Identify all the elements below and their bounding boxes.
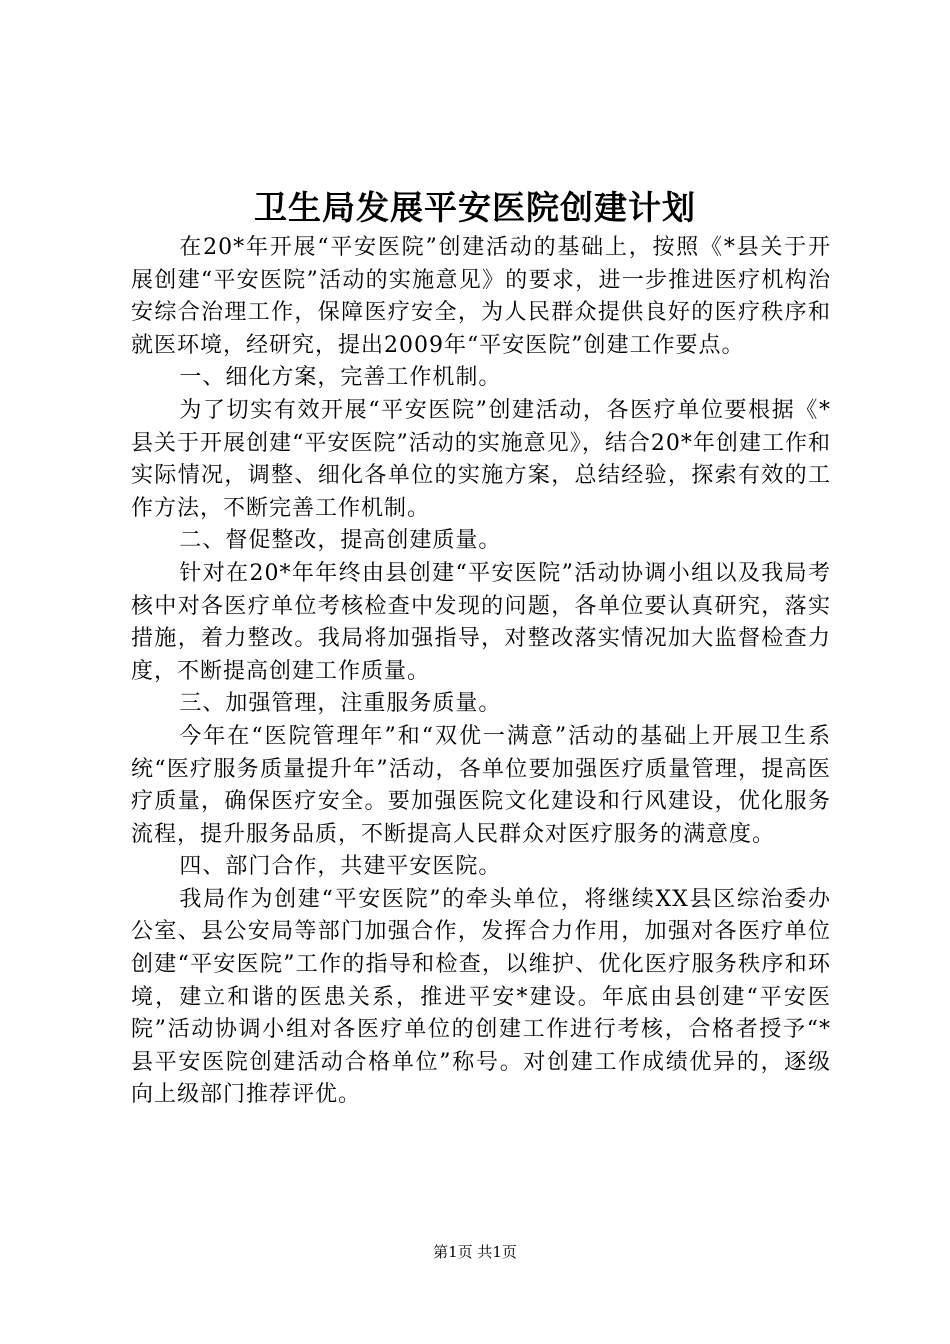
document-body	[131, 232, 831, 1112]
section-paragraph-4: 我局作为创建“平安医院”的牵头单位，将继续XX县区综治委办公室、县公安局等部门加强合作，发挥合力作用，加强对各医疗单位创建“平安医院”工作的指导和检查，以维护、优化医疗服务秩序和环境，建立和谐的医患关系，推进平安*建设。年底由县创建“平安医院”活动协调小组对各医疗单位的创建工作进行考核，合格者授予“*县平安医院创建活动合格单位”称号。对创建工作成绩优异的，逐级向上级部门推荐评优。	[131, 886, 831, 1108]
page-number-footer: 第1页 共1页	[433, 1243, 517, 1261]
intro-paragraph: 在20*年开展“平安医院”创建活动的基础上，按照《*县关于开展创建“平安医院”活动的实施意见》的要求，进一步推进医疗机构治安综合治理工作，保障医疗安全，为人民群众提供良好的医疗秩序和就医环境，经研究，提出2009年“平安医院”创建工作要点。	[131, 235, 831, 358]
section-heading-2: 二、督促整改，提高创建质量。	[179, 528, 502, 554]
section-paragraph-1: 为了切实有效开展“平安医院”创建活动，各医疗单位要根据《*县关于开展创建“平安医院”活动的实施意见》，结合20*年创建工作和实际情况，调整、细化各单位的实施方案，总结经验，探索有效的工作方法，不断完善工作机制。	[131, 397, 831, 521]
document-title: 卫生局发展平安医院创建计划	[254, 188, 696, 227]
section-paragraph-3: 今年在“医院管理年”和“双优一满意”活动的基础上开展卫生系统“医疗服务质量提升年”活动，各单位要加强医疗质量管理，提高医疗质量，确保医疗安全。要加强医院文化建设和行风建设，优化服务流程，提升服务品质，不断提高人民群众对医疗服务的满意度。	[131, 723, 831, 847]
section-paragraph-2: 针对在20*年年终由县创建“平安医院”活动协调小组以及我局考核中对各医疗单位考核检查中发现的问题，各单位要认真研究，落实措施，着力整改。我局将加强指导，对整改落实情况加大监督检查力度，不断提高创建工作质量。	[131, 560, 831, 684]
section-heading-4: 四、部门合作，共建平安医院。	[179, 854, 502, 880]
section-heading-3: 三、加强管理，注重服务质量。	[179, 691, 502, 717]
section-heading-1: 一、细化方案，完善工作机制。	[179, 365, 502, 391]
